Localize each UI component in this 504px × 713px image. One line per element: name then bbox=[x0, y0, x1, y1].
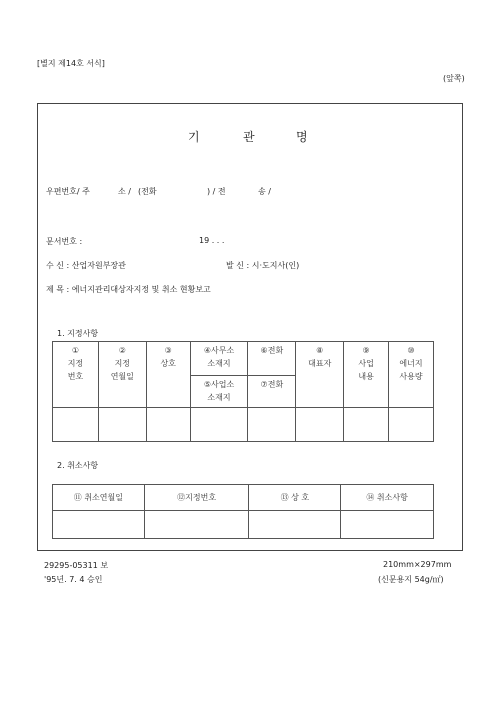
title-char-2: 관 bbox=[243, 130, 255, 144]
designation-cell bbox=[248, 408, 296, 442]
designation-cell bbox=[53, 408, 99, 442]
header-representative: ⑧ 대표자 bbox=[296, 342, 344, 408]
section2-title: 2. 취소사항 bbox=[57, 461, 99, 470]
cancellation-cell bbox=[53, 511, 145, 539]
header-business-content: ⑨ 사업 내용 bbox=[344, 342, 389, 408]
section1-title: 1. 지정사항 bbox=[57, 329, 99, 338]
header-site-phone: ⑦전화 bbox=[248, 376, 296, 408]
form-code: 29295-05311 보 bbox=[44, 561, 109, 570]
header-designation-number: ① 지정 번호 bbox=[53, 342, 99, 408]
header-cancel-matter: ⑭ 취소사항 bbox=[341, 485, 434, 511]
cancellation-cell bbox=[341, 511, 434, 539]
header-energy-usage: ⑩ 에너지 사용량 bbox=[389, 342, 434, 408]
designation-cell bbox=[146, 408, 190, 442]
designation-cell bbox=[296, 408, 344, 442]
header-office-location: ④사무소 소재지 bbox=[190, 342, 248, 376]
fax-label: 송 / bbox=[258, 187, 271, 196]
header-company-name: ③ 상호 bbox=[146, 342, 190, 408]
designation-table bbox=[52, 341, 434, 442]
sender-label: 발 신 : 시·도지사(인) bbox=[226, 261, 300, 270]
paper-size: 210mm×297mm bbox=[383, 560, 452, 569]
phone-close: ) / 전 bbox=[207, 187, 226, 196]
document-number-label: 문서번호 : bbox=[46, 237, 83, 246]
subject-label: 제 목 : 에너지관리대상자지정 및 취소 현황보고 bbox=[46, 285, 211, 294]
designation-cell bbox=[98, 408, 146, 442]
header-designation-date: ② 지정 연월일 bbox=[98, 342, 146, 408]
title-char-3: 명 bbox=[296, 130, 308, 144]
header-site-location: ⑤사업소 소재지 bbox=[190, 376, 248, 408]
header-cancel-date: ⑪ 취소연월일 bbox=[53, 485, 145, 511]
header-cancel-company: ⑬ 상 호 bbox=[249, 485, 341, 511]
designation-cell bbox=[344, 408, 389, 442]
zip-address-label: 우편번호/ 주 bbox=[46, 187, 90, 196]
cancellation-cell bbox=[249, 511, 341, 539]
designation-cell bbox=[190, 408, 248, 442]
approval-date: '95년. 7. 4 승인 bbox=[44, 575, 103, 584]
page-side-label: (앞쪽) bbox=[443, 74, 465, 83]
header-cancel-designation-number: ⑫지정번호 bbox=[144, 485, 249, 511]
phone-label: (전화 bbox=[138, 187, 157, 196]
form-number-label: [별지 제14호 서식] bbox=[37, 59, 105, 68]
designation-cell bbox=[389, 408, 434, 442]
title-char-1: 기 bbox=[188, 130, 200, 144]
address-so: 소 / bbox=[118, 187, 131, 196]
cancellation-cell bbox=[144, 511, 249, 539]
recipient-label: 수 신 : 산업자원부장관 bbox=[46, 261, 126, 270]
cancellation-table bbox=[52, 484, 434, 539]
header-office-phone: ⑥전화 bbox=[248, 342, 296, 376]
document-date: 19 . . . bbox=[199, 236, 225, 245]
paper-type: (신문용지 54g/㎡) bbox=[378, 575, 444, 584]
